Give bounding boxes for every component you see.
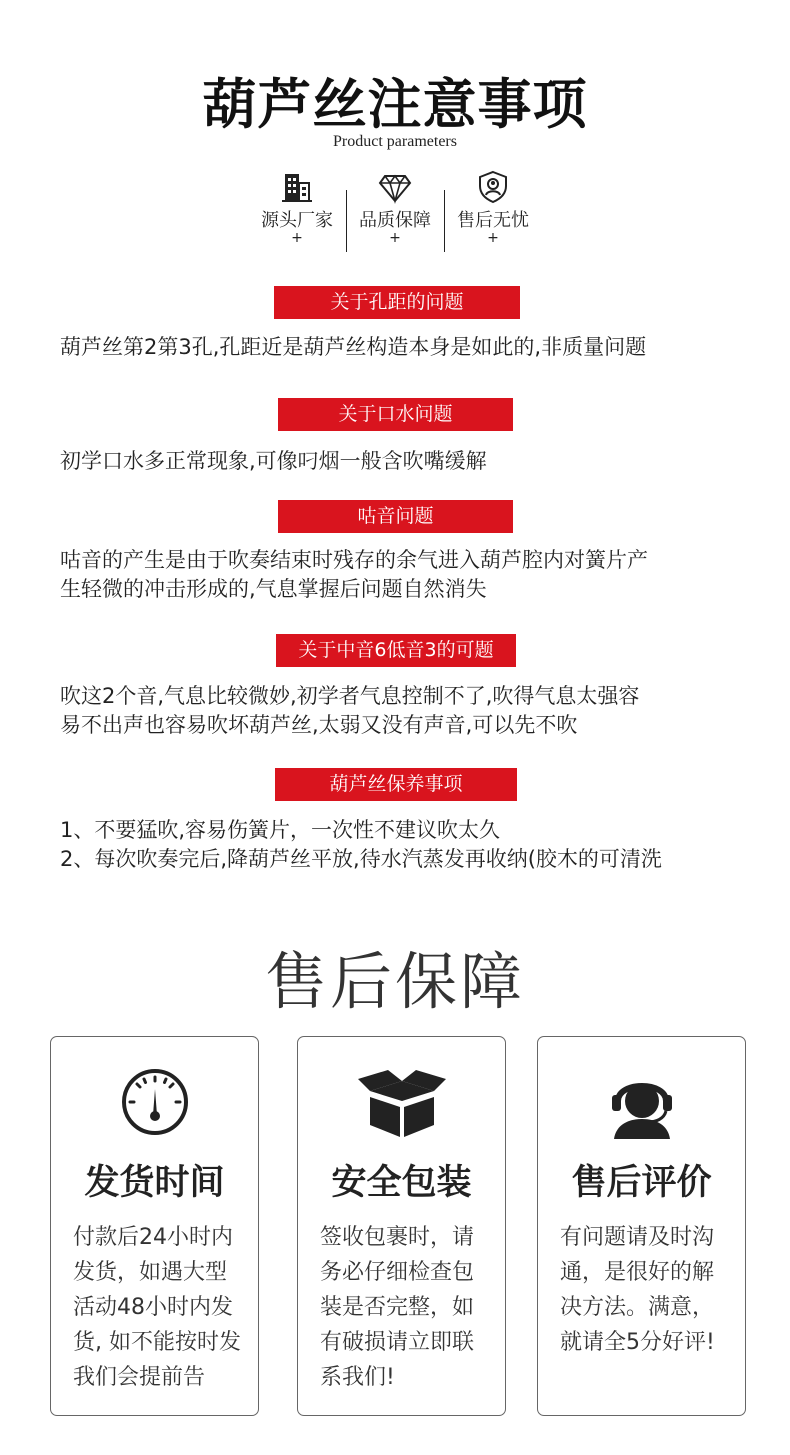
open-box-icon [356,1067,448,1139]
section-body [60,333,750,362]
card-title: 售后评价 [571,1163,712,1203]
card-title: 发货时间 [84,1163,225,1203]
section-body [60,682,750,740]
card-safe-packaging [297,1036,506,1416]
feature-quality [346,170,444,252]
card-line: 付款后24小时内 [73,1225,233,1250]
section-line: 1、不要猛吹,容易伤簧片，一次性不建议吹太久 [60,818,501,842]
card-line: 活动48小时内发 [73,1295,233,1320]
card-shipping-time [50,1036,259,1416]
section-line: 易不出声也容易吹坏葫芦丝,太弱又没有声音,可以先不吹 [60,713,578,737]
feature-label: 品质保障 [359,210,431,231]
gauge-icon [120,1067,190,1137]
feature-plus: + [291,230,303,246]
section-body [60,546,750,604]
section-body [60,816,750,874]
section-line: 葫芦丝第2第3孔,孔距近是葫芦丝构造本身是如此的,非质量问题 [60,335,647,359]
card-line: 决方法。满意， [560,1295,715,1320]
card-line: 务必仔细检查包 [320,1260,475,1285]
card-line: 装是否完整，如 [320,1295,475,1320]
card-line: 系我们! [320,1365,395,1390]
feature-row [248,170,542,252]
card-line: 货, 如不能按时发 [73,1330,241,1355]
card-line: 就请全5分好评! [560,1330,715,1355]
section-heading: 关于中音6低音3的可题 [276,634,516,667]
section-body [60,447,750,476]
section-heading: 咕音问题 [278,500,513,533]
card-text [560,1220,731,1360]
card-title: 安全包装 [331,1163,472,1203]
card-line: 通，是很好的解 [560,1260,715,1285]
section-line: 咕音的产生是由于吹奏结束时残存的余气进入葫芦腔内对簧片产 [60,548,648,572]
headset-agent-icon [606,1067,678,1139]
section-heading: 葫芦丝保养事项 [275,768,517,801]
section-heading: 关于口水问题 [278,398,513,431]
after-sales-title: 售后保障 [264,945,525,1018]
building-icon [280,170,314,204]
card-line: 签收包裹时，请 [320,1225,475,1250]
card-line: 有问题请及时沟 [560,1225,715,1250]
card-text [320,1220,491,1395]
section-line: 2、每次吹奏完后,降葫芦丝平放,待水汽蒸发再收纳(胶木的可清洗 [60,847,662,871]
diamond-icon [378,170,412,204]
feature-plus: + [389,230,401,246]
feature-service [444,170,542,252]
card-line: 有破损请立即联 [320,1330,475,1355]
feature-factory [248,170,346,252]
feature-plus: + [487,230,499,246]
card-text [73,1220,244,1395]
page-title: 葫芦丝注意事项 [202,72,588,136]
section-heading: 关于孔距的问题 [274,286,520,319]
card-line: 我们会提前告 [73,1365,206,1390]
card-after-sales-review [537,1036,746,1416]
page-subtitle: Product parameters [333,133,457,150]
shield-person-icon [476,170,510,204]
feature-label: 源头厂家 [261,210,333,231]
section-line: 初学口水多正常现象,可像叼烟一般含吹嘴缓解 [60,449,487,473]
card-line: 发货，如遇大型 [73,1260,228,1285]
section-line: 生轻微的冲击形成的,气息掌握后问题自然消失 [60,577,487,601]
feature-label: 售后无忧 [457,210,529,231]
section-line: 吹这2个音,气息比较微妙,初学者气息控制不了,吹得气息太强容 [60,684,640,708]
